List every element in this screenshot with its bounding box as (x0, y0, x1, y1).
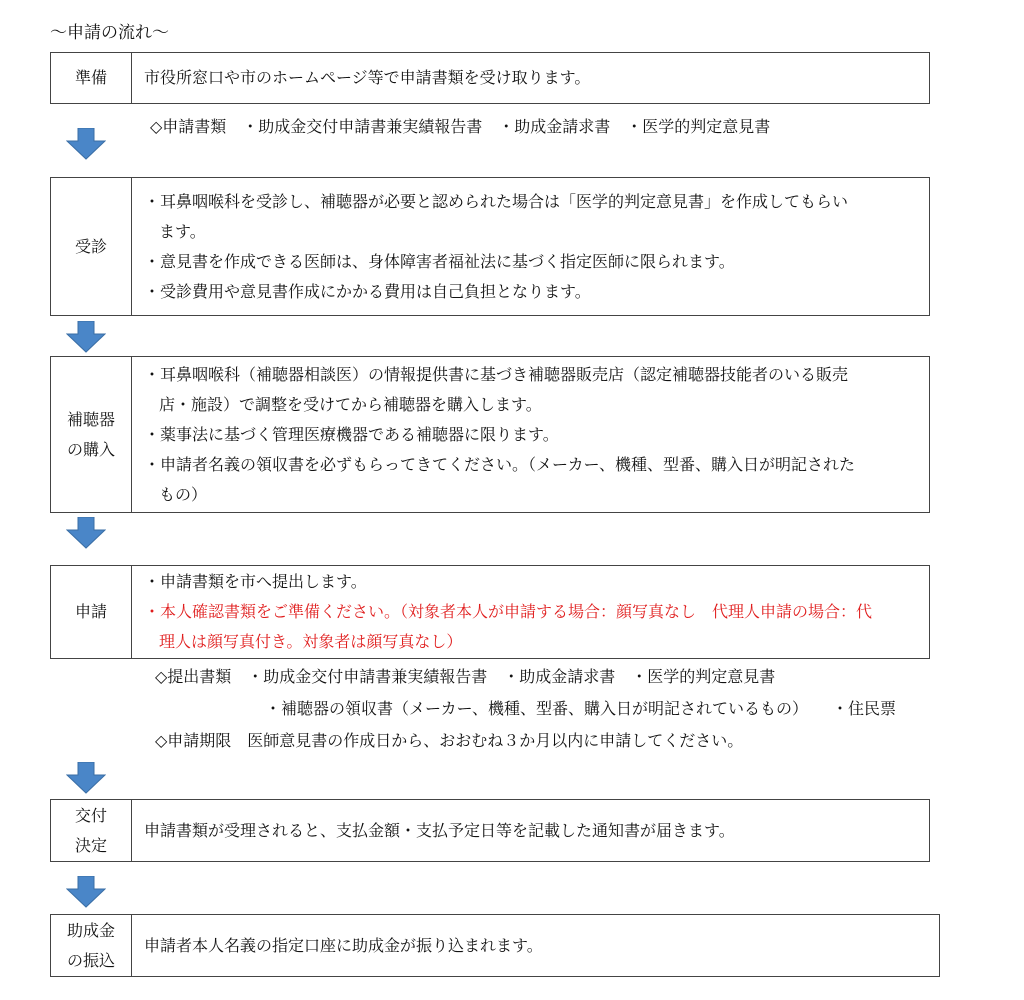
step-label-line: 補聴器 (66, 409, 115, 429)
step-label-line: 交付 (74, 805, 107, 825)
step-label-line: の購入 (66, 439, 115, 459)
step-text: 市役所窓口や市のホームページ等で申請書類を受け取ります。 (144, 68, 591, 87)
step-label (51, 800, 132, 861)
step-text: 申請者本人名義の指定口座に助成金が振り込まれます。 (144, 935, 543, 955)
step-label (51, 915, 132, 976)
step-text-line: ・申請書類を市へ提出します。 (144, 572, 367, 591)
step-preparation (50, 52, 930, 104)
step-label-line: 助成金 (66, 920, 115, 940)
down-arrow-icon (66, 876, 106, 908)
application-deadline-note: ◇申請期限 医師意見書の作成日から、おおむね３か月以内に申請してください。 (155, 731, 744, 750)
step-text-line: ます。 (159, 221, 206, 241)
step-text-line: ・耳鼻咽喉科を受診し、補聴器が必要と認められた場合は「医学的判定意見書」を作成してもらい (144, 191, 849, 211)
down-arrow-icon (66, 762, 106, 794)
down-arrow-icon (66, 321, 106, 353)
submission-documents-note: ・補聴器の領収書（メーカー、機種、型番、購入日が明記されているもの） ・住民票 (265, 699, 897, 718)
step-text-line: もの） (159, 484, 208, 504)
step-text: 申請書類が受理されると、支払金額・支払予定日等を記載した通知書が届きます。 (144, 820, 735, 840)
step-application (50, 565, 930, 659)
step-text-line: ・耳鼻咽喉科（補聴器相談医）の情報提供書に基づき補聴器販売店（認定補聴器技能者のいる販売 (144, 364, 849, 384)
step-hearing-aid-purchase (50, 356, 930, 513)
down-arrow-icon (66, 128, 106, 160)
step-text-line: ・受診費用や意見書作成にかかる費用は自己負担となります。 (144, 281, 591, 301)
submission-documents-note: ◇提出書類 ・助成金交付申請書兼実績報告書 ・助成金請求書 ・医学的判定意見書 (155, 667, 776, 686)
step-label: 申請 (51, 566, 132, 658)
step-label-line: の振込 (66, 950, 115, 970)
page-title: ～申請の流れ～ (50, 23, 169, 43)
step-label: 準備 (51, 53, 132, 103)
step-examination (50, 177, 930, 316)
down-arrow-icon (66, 517, 106, 549)
step-label: 受診 (51, 178, 132, 315)
step-label-line: 決定 (74, 835, 107, 855)
step-label (51, 357, 132, 512)
step-text-line: ・申請者名義の領収書を必ずもらってきてください。（メーカー、機種、型番、購入日が明記された (144, 454, 856, 474)
step-text-line-warning: 理人は顔写真付き。対象者は顔写真なし） (159, 632, 463, 651)
step-subsidy-transfer (50, 914, 940, 977)
step-grant-decision (50, 799, 930, 862)
step-text-line-warning: ・本人確認書類をご準備ください。（対象者本人が申請する場合：顔写真なし 代理人申請の場合：代 (144, 602, 873, 621)
step-text-line: ・薬事法に基づく管理医療機器である補聴器に限ります。 (144, 424, 559, 444)
step-text-line: 店・施設）で調整を受けてから補聴器を購入します。 (159, 394, 542, 414)
step-text-line: ・意見書を作成できる医師は、身体障害者福祉法に基づく指定医師に限られます。 (144, 251, 735, 271)
document-list-note: ◇申請書類 ・助成金交付申請書兼実績報告書 ・助成金請求書 ・医学的判定意見書 (150, 117, 771, 136)
